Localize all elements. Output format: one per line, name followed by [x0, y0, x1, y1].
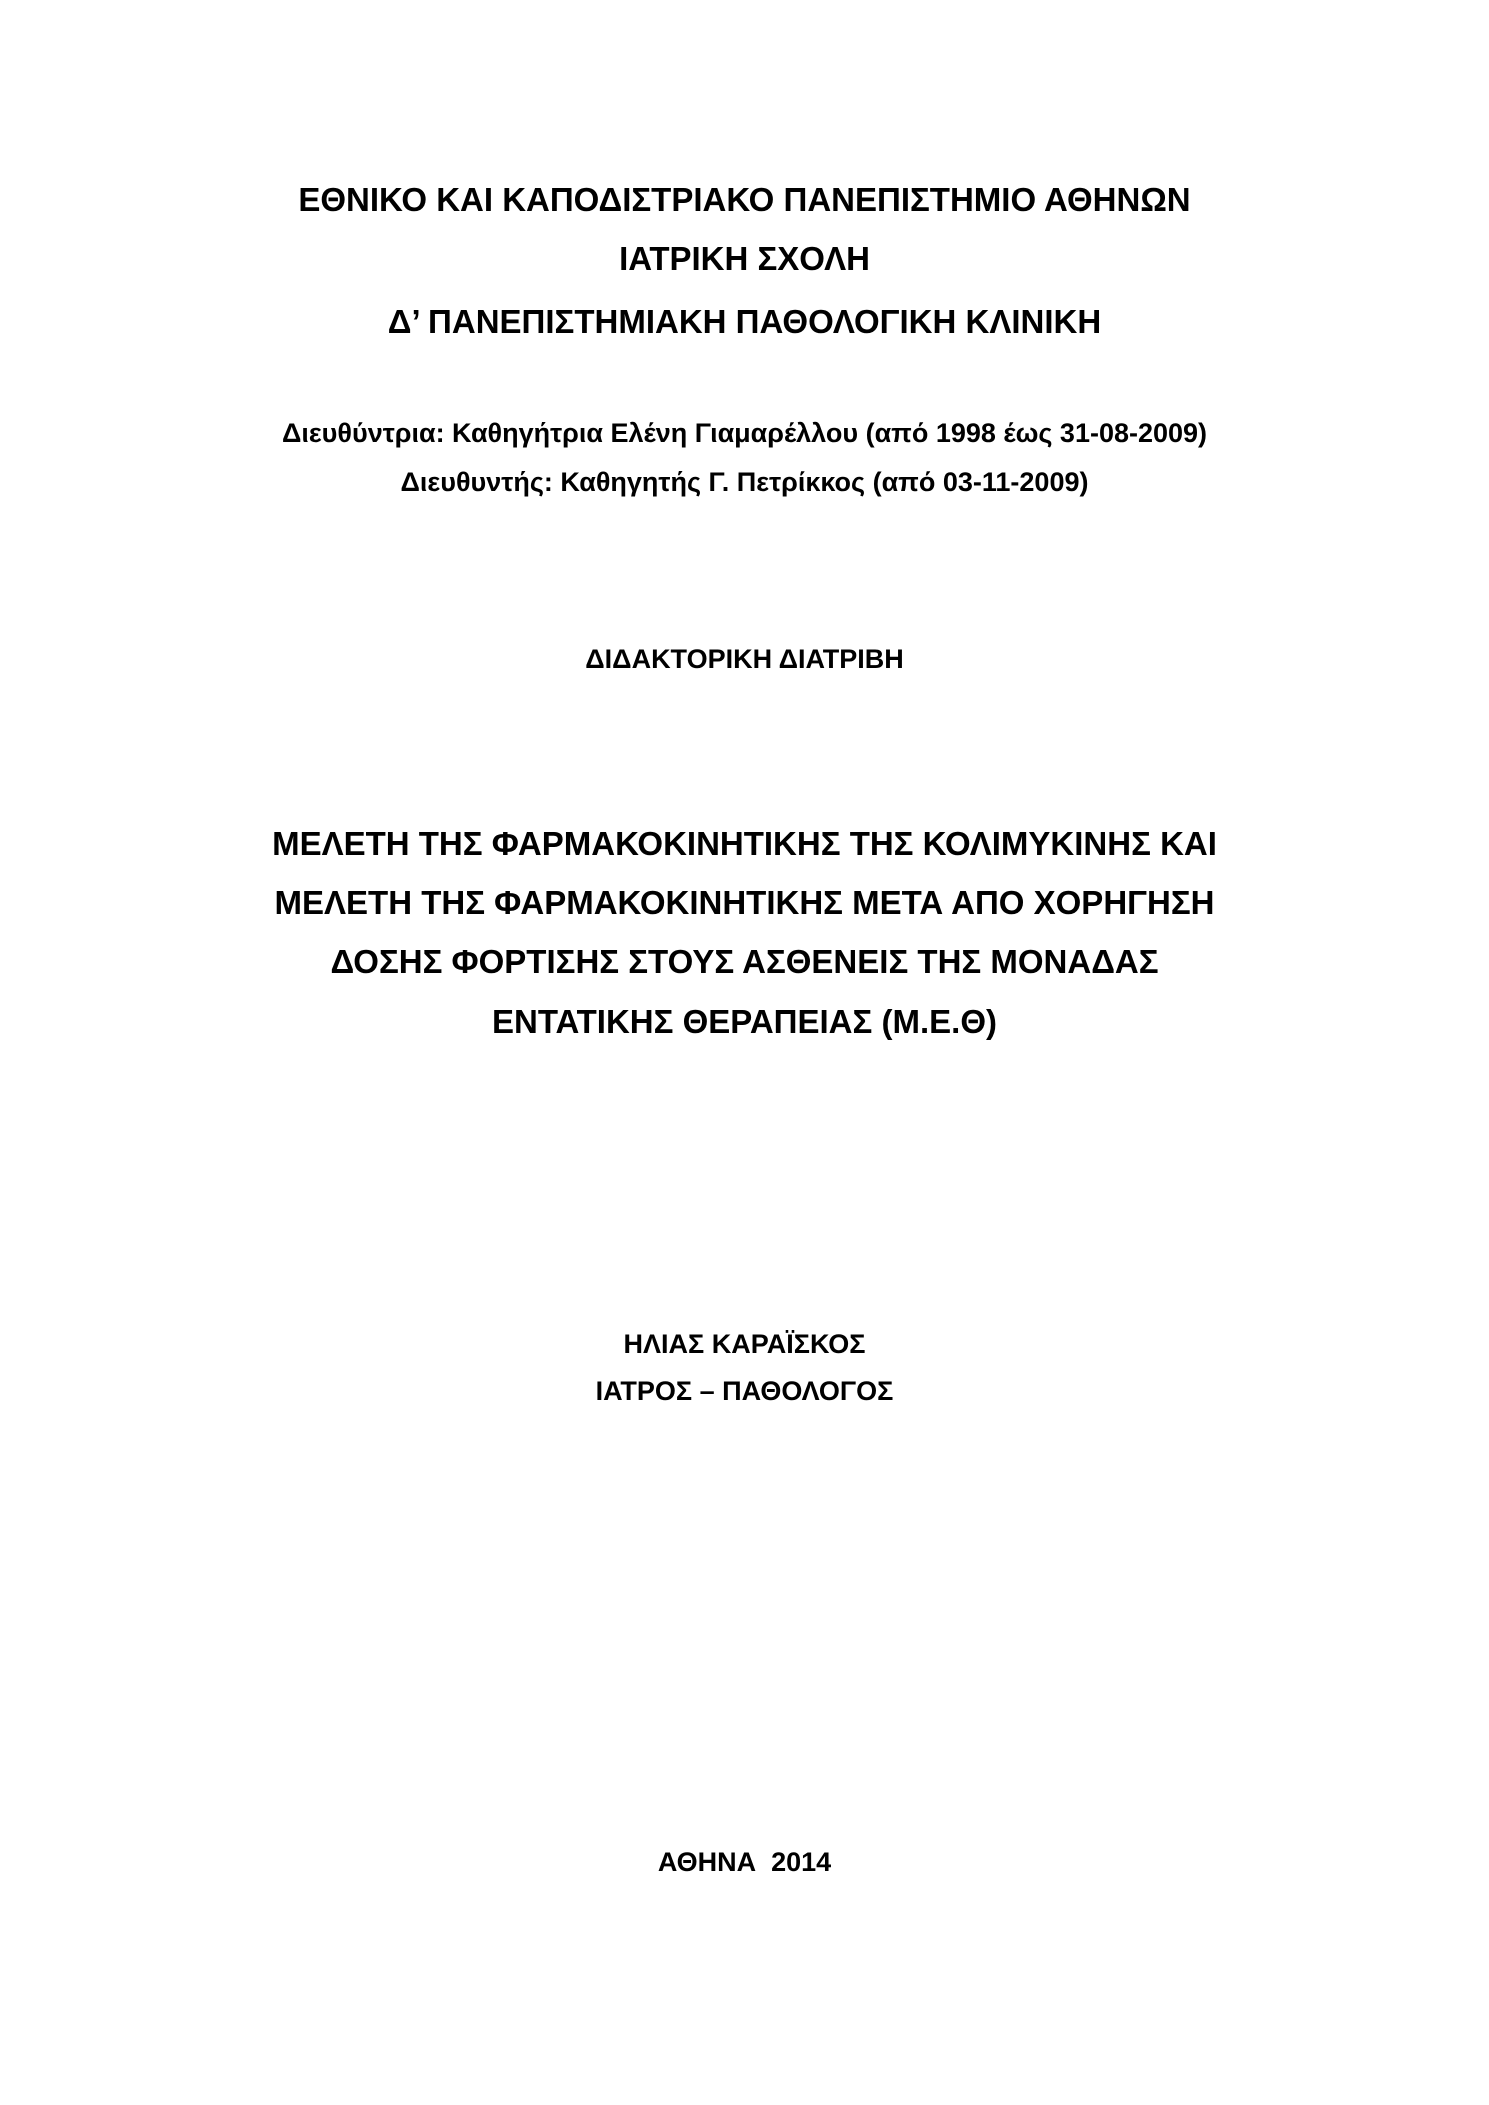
thesis-title-line-4: ΕΝΤΑΤΙΚΗΣ ΘΕΡΑΠΕΙΑΣ (Μ.Ε.Θ) [492, 1003, 997, 1040]
author-role: ΙΑΤΡΟΣ – ΠΑΘΟΛΟΓΟΣ [595, 1376, 894, 1406]
university-name: ΕΘΝΙΚΟ ΚΑΙ ΚΑΠΟΔΙΣΤΡΙΑΚΟ ΠΑΝΕΠΙΣΤΗΜΙΟ ΑΘΗΝΩΝ [298, 181, 1191, 218]
thesis-title-line-3: ΔΟΣΗΣ ΦΟΡΤΙΣΗΣ ΣΤΟΥΣ ΑΣΘΕΝΕΙΣ ΤΗΣ ΜΟΝΑΔΑΣ [330, 943, 1159, 980]
document-type: ΔΙΔΑΚΤΟΡΙΚΗ ΔΙΑΤΡΙΒΗ [585, 644, 904, 674]
thesis-title-line-2: ΜΕΛΕΤΗ ΤΗΣ ΦΑΡΜΑΚΟΚΙΝΗΤΙΚΗΣ ΜΕΤΑ ΑΠΟ ΧΟΡΗΓΗΣΗ [274, 884, 1215, 921]
clinic-name: Δ’ ΠΑΝΕΠΙΣΤΗΜΙΑΚΗ ΠΑΘΟΛΟΓΙΚΗ ΚΛΙΝΙΚΗ [387, 303, 1102, 340]
school-name: ΙΑΤΡΙΚΗ ΣΧΟΛΗ [619, 240, 870, 277]
director-line-1: Διευθύντρια: Καθηγήτρια Ελένη Γιαμαρέλλου (από 1998 έως 31-08-2009) [281, 418, 1208, 448]
place-year: ΑΘΗΝΑ 2014 [657, 1847, 832, 1877]
author-name: ΗΛΙΑΣ ΚΑΡΑΪΣΚΟΣ [623, 1329, 866, 1359]
director-line-2: Διευθυντής: Καθηγητής Γ. Πετρίκκος (από 03-11-2009) [400, 467, 1089, 497]
thesis-title-line-1: ΜΕΛΕΤΗ ΤΗΣ ΦΑΡΜΑΚΟΚΙΝΗΤΙΚΗΣ ΤΗΣ ΚΟΛΙΜΥΚΙΝΗΣ ΚΑΙ [272, 825, 1217, 862]
